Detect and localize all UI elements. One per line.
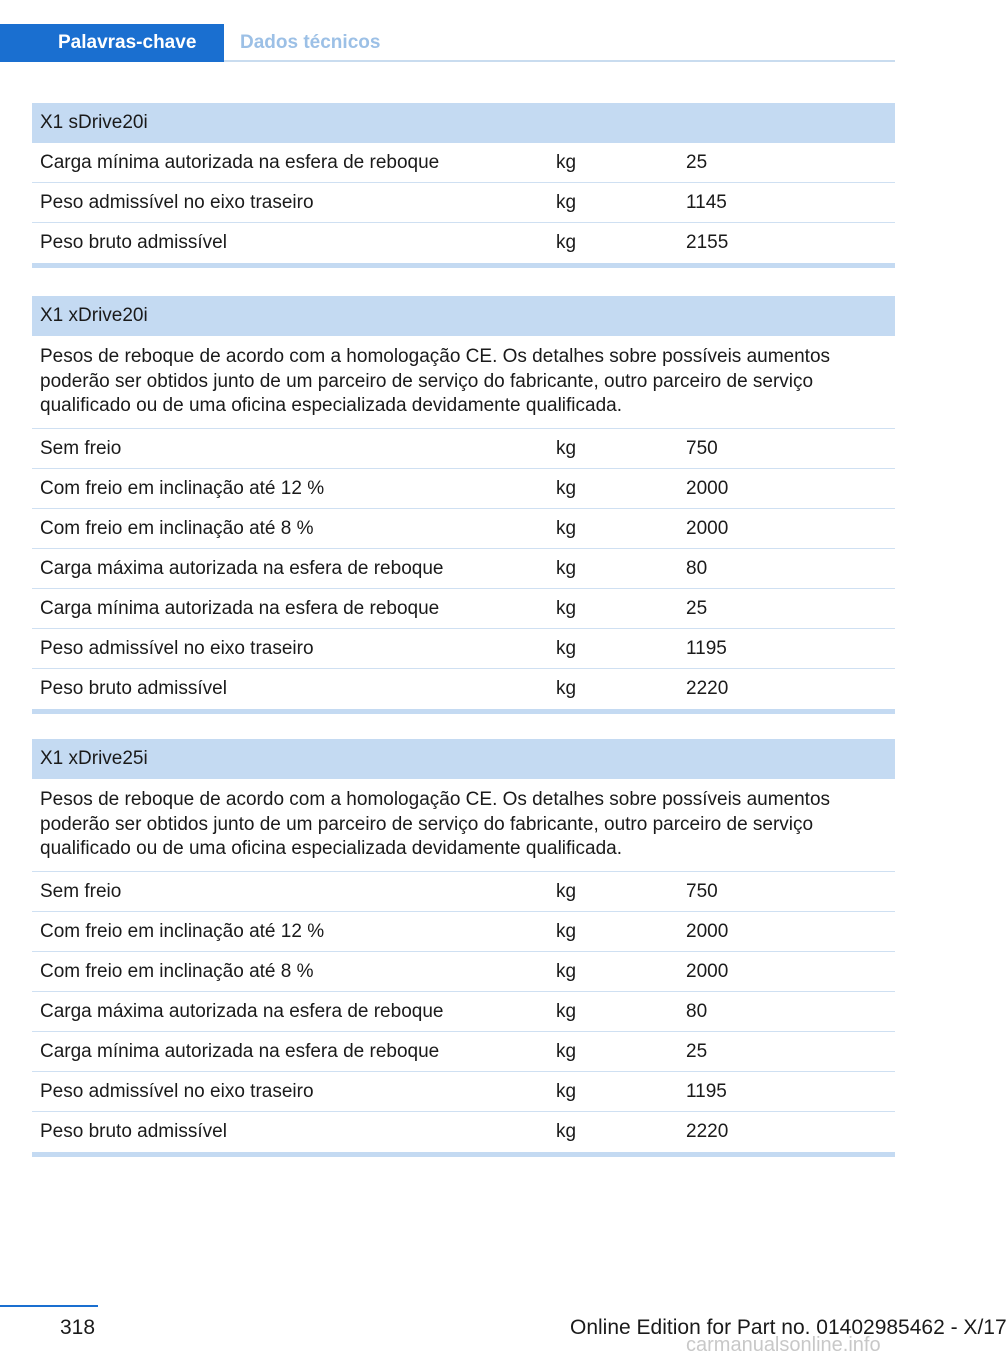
table-row <box>32 223 895 263</box>
row-value: 750 <box>686 437 718 459</box>
table-row <box>32 872 895 912</box>
row-label: Com freio em inclinação até 8 % <box>40 517 314 539</box>
row-value: 2000 <box>686 517 729 539</box>
row-value: 25 <box>686 597 708 619</box>
table-row <box>32 992 895 1032</box>
row-unit: kg <box>556 1080 577 1102</box>
row-value: 25 <box>686 152 708 173</box>
table-note: Pesos de reboque de acordo com a homologação CE. Os detalhes sobre possíveis aumentos poderão ser obtidos junto de um parceiro de serviço do fabricante, outro parceiro de serviço qualificado ou de uma oficina especializada devidamente qualificada. <box>32 336 895 429</box>
row-label: Sem freio <box>40 437 122 459</box>
row-unit: kg <box>556 517 577 539</box>
row-label: Carga máxima autorizada na esfera de reboque <box>40 1000 444 1022</box>
row-unit: kg <box>556 960 577 982</box>
row-unit: kg <box>556 597 577 619</box>
row-unit: kg <box>556 232 577 253</box>
spec-table-sdrive20i <box>32 103 895 268</box>
table-title: X1 sDrive20i <box>32 103 895 143</box>
table-row <box>32 1072 895 1112</box>
table-row <box>32 589 895 629</box>
table-row <box>32 469 895 509</box>
table-row <box>32 912 895 952</box>
watermark: carmanualsonline.info <box>686 1334 881 1356</box>
table-row <box>32 1112 895 1152</box>
row-value: 2155 <box>686 232 729 253</box>
row-value: 80 <box>686 1000 708 1022</box>
row-unit: kg <box>556 437 577 459</box>
row-label: Carga mínima autorizada na esfera de reboque <box>40 152 440 173</box>
table-row <box>32 509 895 549</box>
row-unit: kg <box>556 192 577 213</box>
row-unit: kg <box>556 1120 577 1142</box>
row-unit: kg <box>556 1040 577 1062</box>
table-title: X1 xDrive20i <box>32 296 895 336</box>
spec-table-xdrive25i <box>32 739 895 1157</box>
row-label: Peso bruto admissível <box>40 677 227 699</box>
row-unit: kg <box>556 880 577 902</box>
row-value: 2220 <box>686 1120 729 1142</box>
row-label: Peso admissível no eixo traseiro <box>40 1080 314 1102</box>
row-value: 2000 <box>686 960 729 982</box>
table-row <box>32 669 895 709</box>
table-title: X1 xDrive25i <box>32 739 895 779</box>
row-label: Peso bruto admissível <box>40 1120 227 1142</box>
row-unit: kg <box>556 677 577 699</box>
row-value: 1195 <box>686 637 727 659</box>
tab-palavras-chave[interactable]: Palavras-chave <box>0 24 224 62</box>
row-value: 25 <box>686 1040 708 1062</box>
row-label: Peso admissível no eixo traseiro <box>40 192 314 213</box>
row-unit: kg <box>556 557 577 579</box>
table-note: Pesos de reboque de acordo com a homologação CE. Os detalhes sobre possíveis aumentos poderão ser obtidos junto de um parceiro de serviço do fabricante, outro parceiro de serviço qualificado ou de uma oficina especializada devidamente qualificada. <box>32 779 895 872</box>
table-row <box>32 1032 895 1072</box>
row-label: Carga máxima autorizada na esfera de reboque <box>40 557 444 579</box>
row-unit: kg <box>556 920 577 942</box>
row-label: Com freio em inclinação até 12 % <box>40 477 325 499</box>
edition-note: Online Edition for Part no. 01402985462 - X/17 <box>570 1316 1007 1339</box>
row-value: 750 <box>686 880 718 902</box>
row-unit: kg <box>556 152 577 173</box>
table-row <box>32 143 895 183</box>
table-row <box>32 429 895 469</box>
page-number: 318 <box>60 1316 96 1339</box>
row-label: Sem freio <box>40 880 122 902</box>
row-unit: kg <box>556 1000 577 1022</box>
row-label: Peso admissível no eixo traseiro <box>40 637 314 659</box>
spec-table-xdrive20i <box>32 296 895 714</box>
row-label: Carga mínima autorizada na esfera de reboque <box>40 597 440 619</box>
row-unit: kg <box>556 477 577 499</box>
row-value: 2000 <box>686 477 729 499</box>
tab-dados-tecnicos[interactable]: Dados técnicos <box>240 32 381 53</box>
row-value: 2220 <box>686 677 729 699</box>
row-unit: kg <box>556 637 577 659</box>
row-value: 80 <box>686 557 708 579</box>
table-row <box>32 952 895 992</box>
row-label: Com freio em inclinação até 8 % <box>40 960 314 982</box>
row-value: 1195 <box>686 1080 727 1102</box>
table-row <box>32 183 895 223</box>
table-row <box>32 629 895 669</box>
row-label: Peso bruto admissível <box>40 232 227 253</box>
row-label: Com freio em inclinação até 12 % <box>40 920 325 942</box>
page-number-rule <box>0 1305 98 1307</box>
row-value: 2000 <box>686 920 729 942</box>
row-value: 1145 <box>686 192 727 213</box>
row-label: Carga mínima autorizada na esfera de reboque <box>40 1040 440 1062</box>
page-header <box>0 24 895 62</box>
table-row <box>32 549 895 589</box>
